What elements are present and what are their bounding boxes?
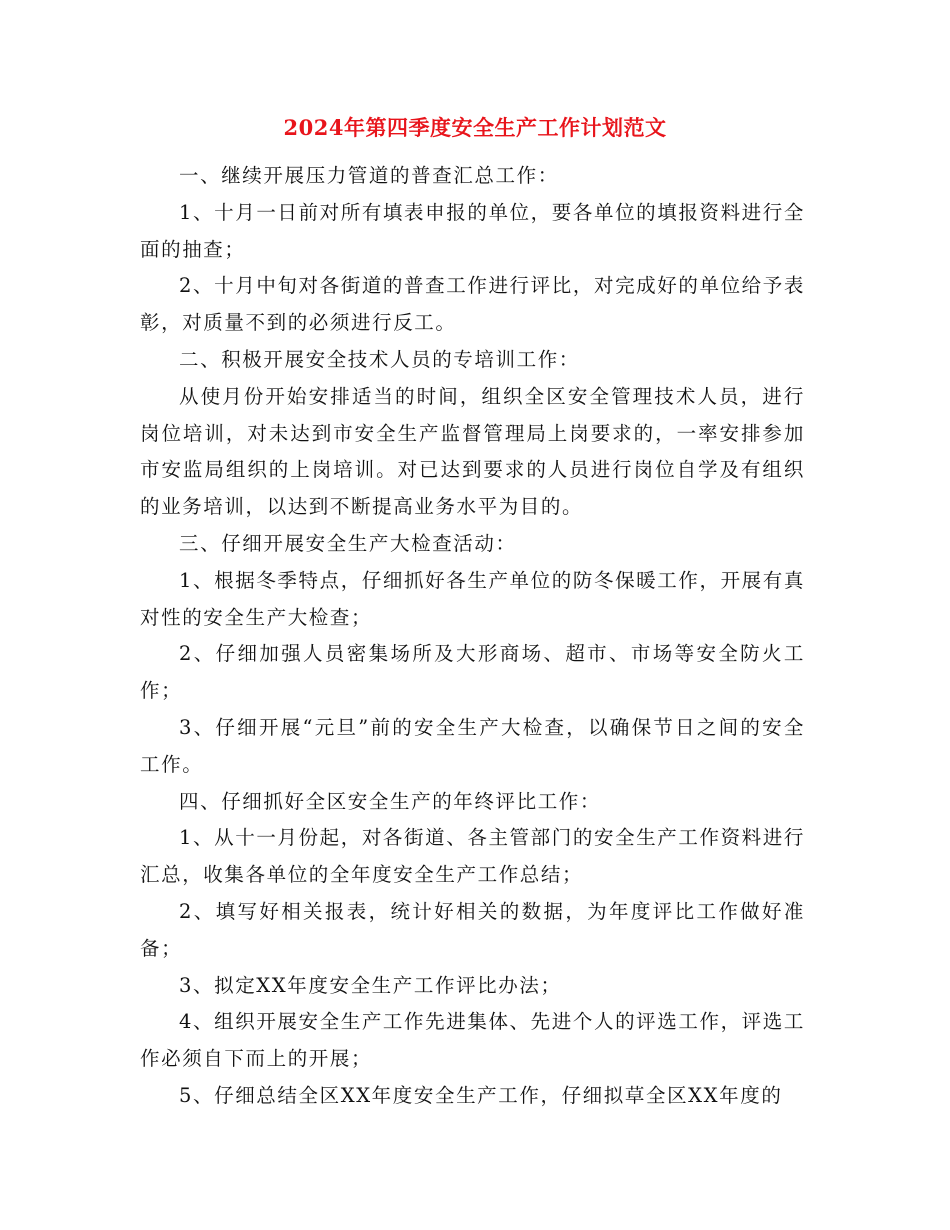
section-heading-3: 三、仔细开展安全生产大检查活动： <box>179 531 517 555</box>
paragraph-3-2: 2、仔细加强人员密集场所及大形商场、超市、市场等安全防火工作； <box>140 642 805 703</box>
paragraph-4-5: 5、仔细总结全区XX年度安全生产工作，仔细拟草全区XX年度的 <box>179 1083 783 1107</box>
document-body <box>140 158 805 1115</box>
paragraph-3-1: 1、根据冬季特点，仔细抓好各生产单位的防冬保暖工作，开展有真对性的安全生产大检查； <box>140 568 805 629</box>
section-heading-2: 二、积极开展安全技术人员的专培训工作： <box>179 347 580 371</box>
paragraph-4-2: 2、填写好相关报表，统计好相关的数据，为年度评比工作做好准备； <box>140 899 805 960</box>
paragraph-4-4: 4、组织开展安全生产工作先进集体、先进个人的评选工作，评选工作必须自下而上的开展； <box>140 1010 805 1071</box>
paragraph-4-1: 1、从十一月份起，对各街道、各主管部门的安全生产工作资料进行汇总，收集各单位的全年度安全生产工作总结； <box>140 826 805 887</box>
paragraph-1-2: 2、十月中旬对各街道的普查工作进行评比，对完成好的单位给予表彰，对质量不到的必须进行反工。 <box>140 274 805 335</box>
document-title: 2024年第四季度安全生产工作计划范文 <box>283 115 667 140</box>
paragraph-1-1: 1、十月一日前对所有填表申报的单位，要各单位的填报资料进行全面的抽查； <box>140 200 805 261</box>
paragraph-3-3: 3、仔细开展“元旦”前的安全生产大检查，以确保节日之间的安全工作。 <box>140 715 805 776</box>
section-heading-4: 四、仔细抓好全区安全生产的年终评比工作： <box>179 789 602 813</box>
paragraph-2-1: 从使月份开始安排适当的时间，组织全区安全管理技术人员，进行岗位培训，对未达到市安全生产监督管理局上岗要求的，一率安排参加市安监局组织的上岗培训。对已达到要求的人员进行岗位自学及有组织的业务培训，以达到不断提高业务水平为目的。 <box>140 384 805 519</box>
section-heading-1: 一、继续开展压力管道的普查汇总工作： <box>179 164 559 187</box>
paragraph-4-3: 3、拟定XX年度安全生产工作评比办法； <box>179 973 562 997</box>
